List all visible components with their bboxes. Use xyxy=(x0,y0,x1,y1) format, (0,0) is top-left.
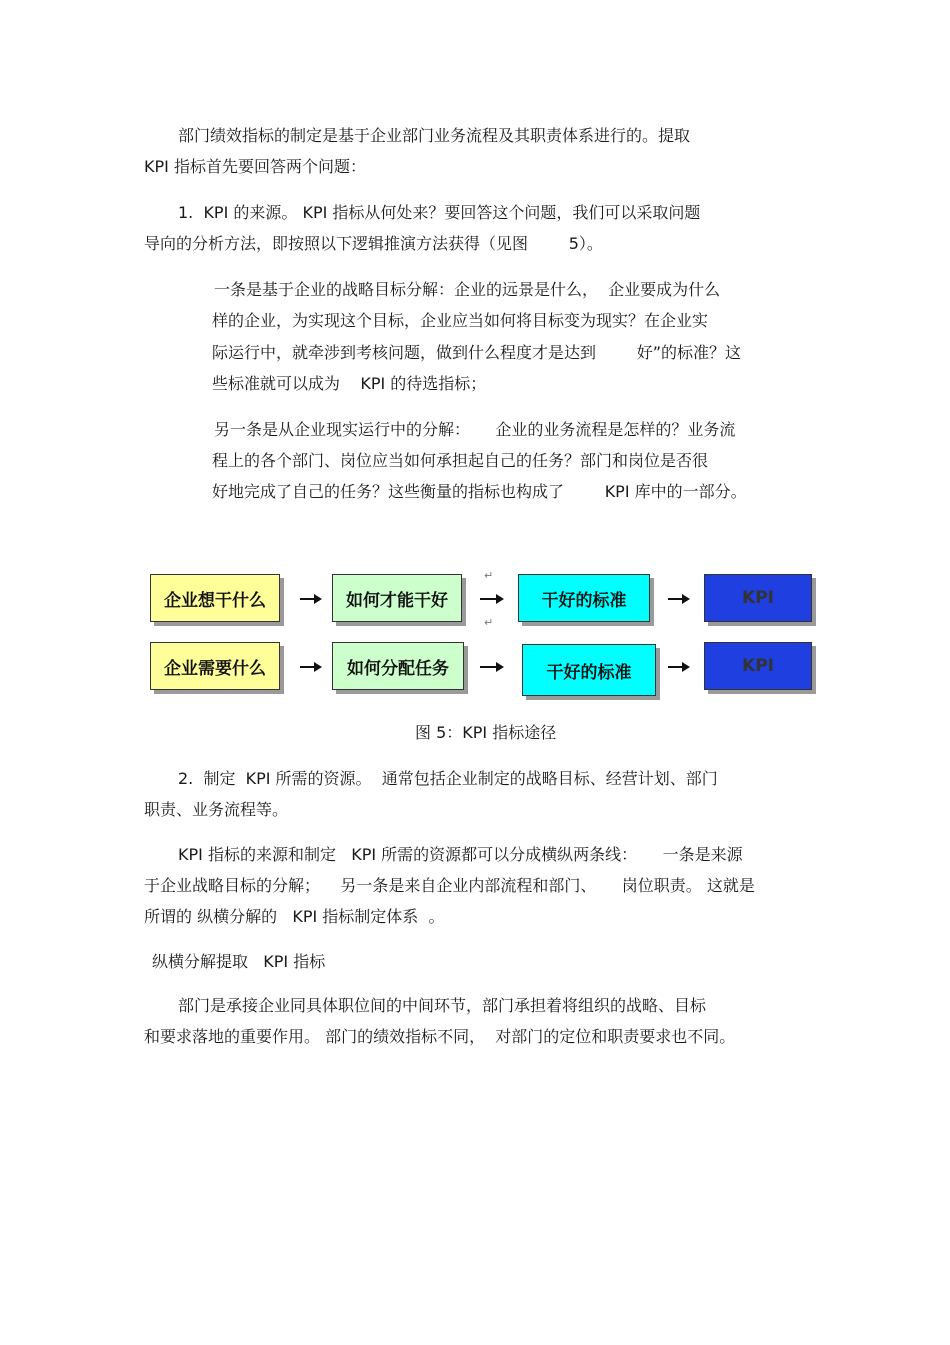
flow-box-how-to-do-well xyxy=(332,574,462,622)
body-text-line: 1. KPI 的来源。 KPI 指标从何处来？要回答这个问题，我们可以采取问题 xyxy=(178,203,701,222)
flow-box-what-is-needed xyxy=(150,642,280,690)
body-text-line: 部门是承接企业同具体职位间的中间环节，部门承担着将组织的战略、目标 xyxy=(178,996,707,1015)
box-label: 企业需要什么 xyxy=(164,658,266,679)
body-text-line: 际运行中，就牵涉到考核问题，做到什么程度才是达到 好”的标准？这 xyxy=(212,343,741,362)
arrow-right-icon xyxy=(668,666,688,668)
body-text-line: 样的企业，为实现这个目标，企业应当如何将目标变为现实？在企业实 xyxy=(212,311,709,330)
body-text-line: 职责、业务流程等。 xyxy=(144,800,289,819)
flow-box-standard xyxy=(518,574,650,622)
flow-box-standard xyxy=(522,644,656,696)
body-text-line: 一条是基于企业的战略目标分解：企业的远景是什么， 企业要成为什么 xyxy=(214,280,721,299)
body-text-line: KPI 指标首先要回答两个问题： xyxy=(144,157,366,176)
section-heading: 纵横分解提取 KPI 指标 xyxy=(152,952,326,971)
body-text-line: 好地完成了自己的任务？这些衡量的指标也构成了 KPI 库中的一部分。 xyxy=(212,482,747,501)
body-text-line: 另一条是从企业现实运行中的分解： 企业的业务流程是怎样的？业务流 xyxy=(214,420,736,439)
body-text-line: 所谓的 纵横分解的 KPI 指标制定体系 。 xyxy=(144,907,445,926)
body-text-line: 些标准就可以成为 KPI 的待选指标； xyxy=(212,374,487,393)
arrow-right-icon xyxy=(300,598,320,600)
box-label: KPI xyxy=(742,588,774,608)
box-label: KPI xyxy=(742,656,774,676)
box-label: 如何分配任务 xyxy=(347,658,449,679)
body-text-line: 2. 制定 KPI 所需的资源。 通常包括企业制定的战略目标、经营计划、部门 xyxy=(178,769,718,788)
figure-caption: 图 5：KPI 指标途径 xyxy=(415,723,557,742)
body-text-line: 和要求落地的重要作用。 部门的绩效指标不同， 对部门的定位和职责要求也不同。 xyxy=(144,1027,736,1046)
body-text-line: 于企业战略目标的分解； 另一条是来自企业内部流程和部门、 岗位职责。 这就是 xyxy=(144,876,755,895)
arrow-right-icon xyxy=(480,598,502,600)
arrow-right-icon xyxy=(480,666,502,668)
arrow-right-icon xyxy=(668,598,688,600)
flow-box-what-to-do xyxy=(150,574,280,622)
body-text-line: KPI 指标的来源和制定 KPI 所需的资源都可以分成横纵两条线： 一条是来源 xyxy=(178,845,743,864)
body-text-line: 导向的分析方法，即按照以下逻辑推演方法获得（见图 5）。 xyxy=(144,234,603,253)
body-text-line: 程上的各个部门、岗位应当如何承担起自己的任务？部门和岗位是否很 xyxy=(212,451,709,470)
return-mark-icon: ↵ xyxy=(484,569,494,582)
arrow-right-icon xyxy=(300,666,320,668)
body-text-line: 部门绩效指标的制定是基于企业部门业务流程及其职责体系进行的。提取 xyxy=(178,126,691,145)
return-mark-icon: ↵ xyxy=(484,616,494,629)
flow-box-kpi xyxy=(704,574,812,622)
box-label: 企业想干什么 xyxy=(164,590,266,611)
box-label: 干好的标准 xyxy=(541,590,627,611)
flow-box-assign-tasks xyxy=(332,642,464,690)
box-label: 干好的标准 xyxy=(546,662,632,683)
box-label: 如何才能干好 xyxy=(346,590,448,611)
flow-box-kpi xyxy=(704,642,812,690)
